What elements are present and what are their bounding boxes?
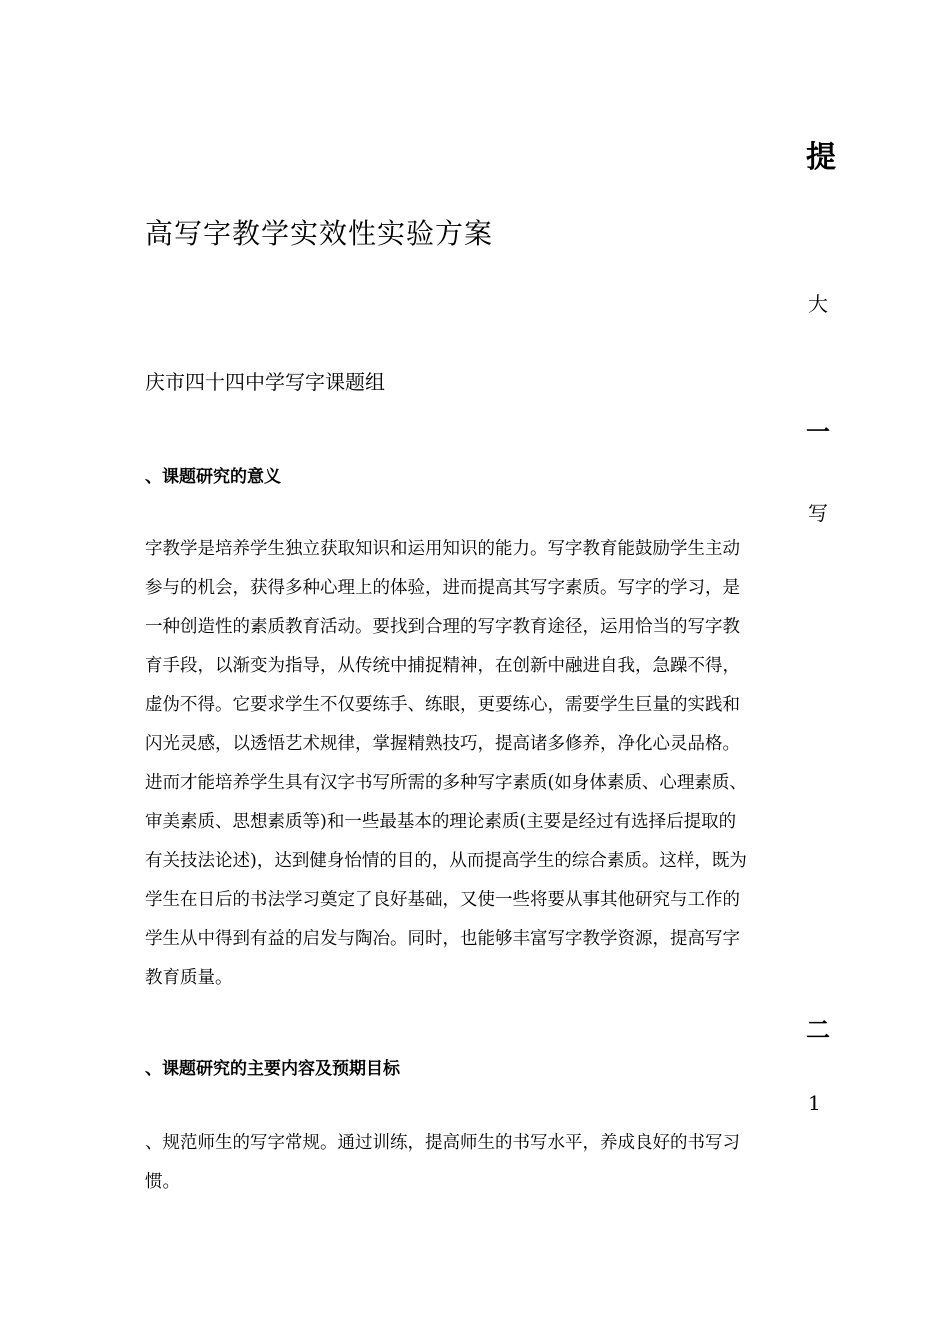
paragraph-line: 闪光灵感，以透悟艺术规律，掌握精熟技巧，提高诸多修养，净化心灵品格。 (145, 734, 740, 754)
paragraph-line: 惯。 (145, 1172, 180, 1192)
paragraph-line: 审美素质、思想素质等)和一些最基本的理论素质(主要是经过有选择后提取的 (145, 812, 737, 832)
paragraph-line: 育手段，以渐变为指导，从传统中捕捉精神，在创新中融进自我，急躁不得， (145, 656, 740, 676)
section1-paragraph (145, 530, 805, 998)
paragraph-line: 进而才能培养学生具有汉字书写所需的多种写字素质(如身体素质、心理素质、 (145, 773, 747, 793)
paragraph-line: 、规范师生的写字常规。通过训练，提高师生的书写水平，养成良好的书写习 (145, 1133, 740, 1153)
paragraph-line: 学生从中得到有益的启发与陶冶。同时，也能够丰富写字教学资源，提高写字 (145, 929, 740, 949)
section2-heading: 、课题研究的主要内容及预期目标 (145, 1059, 400, 1079)
margin-number-one: 1 (808, 1091, 821, 1115)
section-number-one: 一 (806, 418, 830, 446)
paragraph-line: 教育质量。 (145, 968, 233, 988)
title-first-char: 提 (806, 140, 836, 175)
margin-char-xie: 写 (808, 501, 828, 525)
document-subtitle: 庆市四十四中学写字课题组 (145, 370, 385, 394)
paragraph-line: 虚伪不得。它要求学生不仅要练手、练眼，更要练心，需要学生巨量的实践和 (145, 695, 740, 715)
paragraph-line: 学生在日后的书法学习奠定了良好基础，又使一些将要从事其他研究与工作的 (145, 890, 740, 910)
paragraph-line: 一种创造性的素质教育活动。要找到合理的写字教育途径，运用恰当的写字教 (145, 617, 740, 637)
section2-paragraph (145, 1124, 805, 1202)
paragraph-line: 参与的机会，获得多种心理上的体验，进而提高其写字素质。写字的学习，是 (145, 578, 740, 598)
document-title: 高写字教学实效性实验方案 (145, 217, 494, 250)
paragraph-line: 有关技法论述)，达到健身怡情的目的，从而提高学生的综合素质。这样，既为 (145, 851, 747, 871)
paragraph-line: 字教学是培养学生独立获取知识和运用知识的能力。写字教育能鼓励学生主动 (145, 539, 740, 559)
margin-char-da: 大 (808, 292, 828, 316)
section1-heading: 、课题研究的意义 (145, 467, 281, 487)
section-number-two: 二 (806, 1016, 830, 1044)
